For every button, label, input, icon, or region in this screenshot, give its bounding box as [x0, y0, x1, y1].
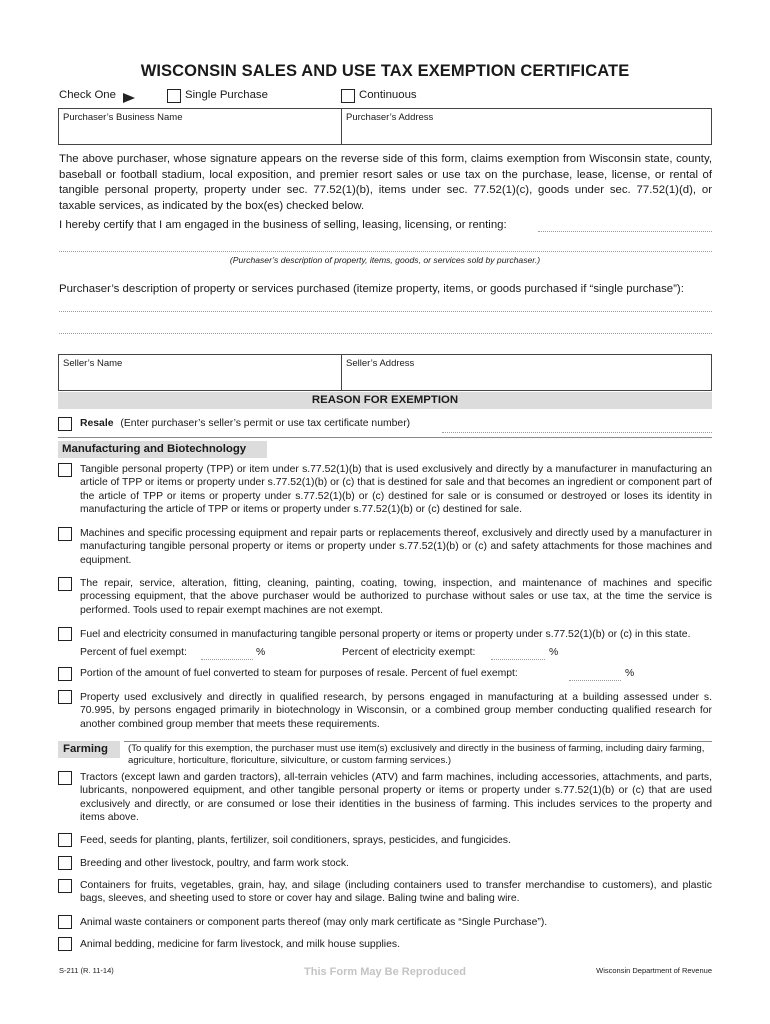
seller-name-field[interactable]: [59, 355, 342, 390]
mfg-steam-text: Portion of the amount of fuel converted to steam for purposes of resale. Percent of fuel exempt:: [80, 668, 518, 679]
arrow-right-icon: [123, 93, 135, 103]
seller-name-label: Seller’s Name: [63, 358, 123, 369]
seller-address-label: Seller’s Address: [346, 358, 415, 369]
section-divider: [58, 437, 712, 438]
business-activity-field-2[interactable]: [59, 251, 712, 252]
business-activity-field[interactable]: [538, 231, 712, 232]
mfg-repair-checkbox[interactable]: [58, 577, 72, 591]
resale-description: (Enter purchaser’s seller’s permit or use tax certificate number): [120, 418, 411, 429]
mfg-steam-checkbox[interactable]: [58, 667, 72, 681]
farm-waste-text: Animal waste containers or component parts thereof (may only mark certificate as “Single Purchase”).: [80, 917, 548, 928]
single-purchase-checkbox[interactable]: [167, 89, 181, 103]
purchaser-description-caption: (Purchaser’s description of property, items, goods, or services sold by purchaser.): [229, 255, 541, 265]
purchaser-address-field[interactable]: [342, 109, 711, 144]
mfg-tpp-text: Tangible personal property (TPP) or item under s.77.52(1)(b) that is used exclusively and directly by a manufacturer in manufacturing an article of TPP or items or property under s.77.52(1)(b) or (c) that is destined for sale and that becomes an ingredient or component part of the article of TPP or items or property under s.77.52(1)(b) or (c) destined for sale or is consumed or destroyed or loses its identity in manufacturing the article of TPP or items or property under s.77.52(1)(b) or (c) destined for sale.: [80, 464, 712, 516]
mfg-research-checkbox[interactable]: [58, 690, 72, 704]
resale-row: [80, 418, 410, 429]
form-number: S-211 (R. 11-14): [59, 966, 114, 975]
resale-number-field[interactable]: [442, 432, 712, 433]
purchaser-business-name-label: Purchaser’s Business Name: [63, 112, 183, 123]
reproduced-notice: This Form May Be Reproduced: [304, 966, 466, 978]
farm-containers-checkbox[interactable]: [58, 879, 72, 893]
intro-paragraph: The above purchaser, whose signature appears on the reverse side of this form, claims exemption from Wisconsin state, county, baseball or football stadium, local exposition, and premier resort sales or use tax on the purchase, lease, license, or rental of tangible personal property, property under sec. 77.52(1)(b), items under sec. 77.52(1)(c), goods under sec. 77.52(1)(d), or taxable services, as indicated by the box(es) checked below.: [59, 153, 712, 212]
farming-note: (To qualify for this exemption, the purchaser must use item(s) exclusively and directly in the business of farming, including dairy farming, agriculture, horticulture, floriculture, silviculture, or custom farming services.): [128, 743, 705, 766]
purchaser-address-label: Purchaser’s Address: [346, 112, 434, 123]
reason-for-exemption-title: REASON FOR EXEMPTION: [311, 394, 459, 406]
mfg-tpp-checkbox[interactable]: [58, 463, 72, 477]
percent-fuel-sign: %: [256, 647, 266, 658]
mfg-repair-text: The repair, service, alteration, fitting, cleaning, painting, coating, towing, inspection, and maintenance of machines and specific processing equipment, that the above purchaser would be authorized to purchase without sales or use tax, at the time the service is performed. Tools used to repair exempt machines are not exempt.: [80, 578, 712, 616]
farm-livestock-text: Breeding and other livestock, poultry, and farm work stock.: [80, 858, 349, 869]
certify-statement: I hereby certify that I am engaged in the business of selling, leasing, licensing, or renting:: [59, 219, 507, 231]
farm-feed-text: Feed, seeds for planting, plants, fertilizer, soil conditioners, sprays, pesticides, and fungicides.: [80, 835, 511, 846]
steam-percent-field[interactable]: [569, 680, 621, 681]
purchased-description-field-2[interactable]: [59, 333, 712, 334]
mfg-machines-text: Machines and specific processing equipment and repair parts or replacements thereof, exclusively and directly used by a manufacturer in manufacturing tangible personal property or items or property under s.77.52(1)(b) or (c) and safety attachments for those machines and equipment.: [80, 528, 712, 566]
farm-containers-text: Containers for fruits, vegetables, grain, hay, and silage (including containers used to transfer merchandise to customers), and plastic bags, sleeves, and sheeting used to store or cover hay and silage. Baling twine and baling wire.: [80, 880, 712, 905]
farm-tractors-checkbox[interactable]: [58, 771, 72, 785]
form-title: WISCONSIN SALES AND USE TAX EXEMPTION CERTIFICATE: [140, 62, 630, 80]
seller-address-field[interactable]: [342, 355, 711, 390]
farm-tractors-text: Tractors (except lawn and garden tractors), all-terrain vehicles (ATV) and farm machines, including accessories, attachments, and parts, lubricants, nonpowered equipment, and other tangible personal property or items or property under s.77.52(1)(b) or (c) that are used exclusively and directly, or are consumed or lose their identities in the business of farming. This includes services to the property and items above.: [80, 772, 712, 824]
purchased-description-field-1[interactable]: [59, 311, 712, 312]
percent-fuel-field[interactable]: [201, 659, 253, 660]
single-purchase-label: Single Purchase: [185, 89, 268, 101]
percent-electricity-field[interactable]: [491, 659, 545, 660]
farming-header: [58, 741, 120, 758]
department-name: Wisconsin Department of Revenue: [596, 966, 712, 975]
steam-percent-sign: %: [625, 668, 635, 679]
continuous-checkbox[interactable]: [341, 89, 355, 103]
farm-feed-checkbox[interactable]: [58, 833, 72, 847]
mfg-fuel-checkbox[interactable]: [58, 627, 72, 641]
manufacturing-title: Manufacturing and Biotechnology: [62, 443, 247, 455]
percent-electricity-sign: %: [549, 647, 559, 658]
check-one-label: Check One: [59, 89, 116, 101]
continuous-label: Continuous: [359, 89, 417, 101]
manufacturing-header: [58, 441, 267, 458]
mfg-research-text: Property used exclusively and directly in qualified research, by persons engaged in manufacturing at a building assessed under s. 70.995, by persons engaged primarily in biotechnology in Wisconsin, or a combined group member conducting qualified research for another combined group member that meets these requirements.: [80, 692, 712, 730]
purchaser-business-name-field[interactable]: [59, 109, 342, 144]
farm-bedding-checkbox[interactable]: [58, 937, 72, 951]
mfg-machines-checkbox[interactable]: [58, 527, 72, 541]
farming-title: Farming: [63, 743, 108, 755]
resale-checkbox[interactable]: [58, 417, 72, 431]
seller-box: [58, 354, 712, 391]
percent-fuel-label: Percent of fuel exempt:: [80, 647, 187, 658]
reason-for-exemption-header: [58, 392, 712, 409]
farming-divider: [124, 741, 712, 742]
farm-bedding-text: Animal bedding, medicine for farm livestock, and milk house supplies.: [80, 939, 400, 950]
mfg-fuel-text: Fuel and electricity consumed in manufacturing tangible personal property or items or property under s.77.52(1)(b) or (c) in this state.: [80, 629, 691, 640]
resale-label: Resale: [80, 418, 114, 429]
farm-waste-checkbox[interactable]: [58, 915, 72, 929]
purchased-description-statement: Purchaser’s description of property or services purchased (itemize property, items, or goods purchased if “single purchase”):: [59, 283, 684, 295]
farm-livestock-checkbox[interactable]: [58, 856, 72, 870]
purchaser-box: [58, 108, 712, 145]
percent-electricity-label: Percent of electricity exempt:: [342, 647, 476, 658]
